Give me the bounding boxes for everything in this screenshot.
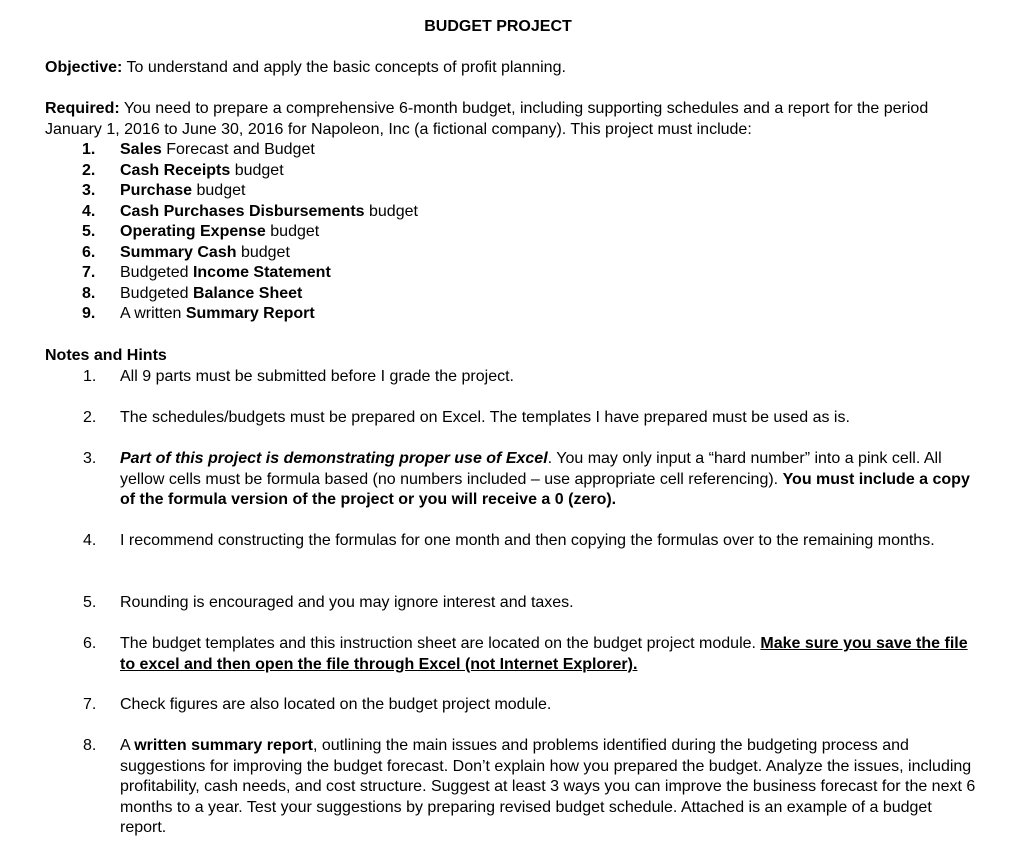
note-text: Check figures are also located on the budget project module. xyxy=(120,696,552,713)
note-number: 5. xyxy=(83,594,97,611)
list-item: 9. A written Summary Report xyxy=(82,305,315,322)
required-items-list xyxy=(45,140,418,325)
note-warning: You must include a copy of the formula version of the project or you will receive a 0 (zero). xyxy=(120,470,970,508)
note-number: 3. xyxy=(83,450,97,467)
objective-label: Objective: xyxy=(45,59,123,76)
list-item: 8. Budgeted Balance Sheet xyxy=(82,284,303,302)
note-number: 4. xyxy=(83,532,97,549)
note-text: Part of this project is demonstrating proper use of Excel. You may only input a “hard number” into a pink cell. All yellow cells must be formula based (no numbers included – use appropriate cell referencing). You must include a copy of the formula version of the project or you will receive a 0 (zero). xyxy=(120,450,970,508)
note-text: A written summary report, outlining the main issues and problems identified during the budgeting process and suggestions for improving the budget forecast. Don’t explain how you prepared the budget. Analyze the issues, including profitability, cash needs, and cost structure. Suggest at least 3 ways you can improve the business forecast for the next 6 months to a year. Test your suggestions by preparing revised budget schedule. Attached is an example of a budget report. xyxy=(120,737,976,836)
required-paragraph xyxy=(45,99,975,140)
notes-heading: Notes and Hints xyxy=(45,347,167,364)
required-label: Required: xyxy=(45,100,120,117)
page-title: BUDGET PROJECT xyxy=(424,18,572,35)
note-text: Rounding is encouraged and you may ignore interest and taxes. xyxy=(120,594,574,611)
note-bold-term: written summary report xyxy=(134,737,313,754)
note-text: The budget templates and this instruction sheet are located on the budget project module. Make sure you save the file to excel and then open the file through Excel (not Internet Explorer). xyxy=(120,635,968,673)
note-text: The schedules/budgets must be prepared on Excel. The templates I have prepared must be used as is. xyxy=(120,409,850,426)
note-number: 8. xyxy=(83,737,97,754)
note-text: I recommend constructing the formulas for one month and then copying the formulas over to the remaining months. xyxy=(120,532,935,549)
list-item: 7. Budgeted Income Statement xyxy=(82,264,331,281)
list-item: 1. Sales Forecast and Budget xyxy=(82,141,315,158)
note-number: 7. xyxy=(83,696,97,713)
note-text: All 9 parts must be submitted before I grade the project. xyxy=(120,368,514,385)
list-item: 6. Summary Cash budget xyxy=(82,243,290,261)
note-emphasis: Part of this project is demonstrating proper use of Excel xyxy=(120,450,548,467)
list-item: 4. Cash Purchases Disbursements budget xyxy=(82,202,418,220)
note-number: 1. xyxy=(83,368,97,385)
note-underlined-instruction: Make sure you save the file to excel and then open the file through Excel (not Internet Explorer). xyxy=(120,635,968,673)
note-number: 2. xyxy=(83,409,97,426)
list-item: 2. Cash Receipts budget xyxy=(82,161,284,179)
objective-text: To understand and apply the basic concepts of profit planning. xyxy=(126,59,566,76)
objective-paragraph xyxy=(45,58,975,79)
required-text: You need to prepare a comprehensive 6-month budget, including supporting schedules and a report for the period January 1, 2016 to June 30, 2016 for Napoleon, Inc (a fictional company). This project must include: xyxy=(45,100,929,138)
note-number: 6. xyxy=(83,635,97,652)
list-item: 5. Operating Expense budget xyxy=(82,223,320,240)
list-item: 3. Purchase budget xyxy=(82,182,246,199)
